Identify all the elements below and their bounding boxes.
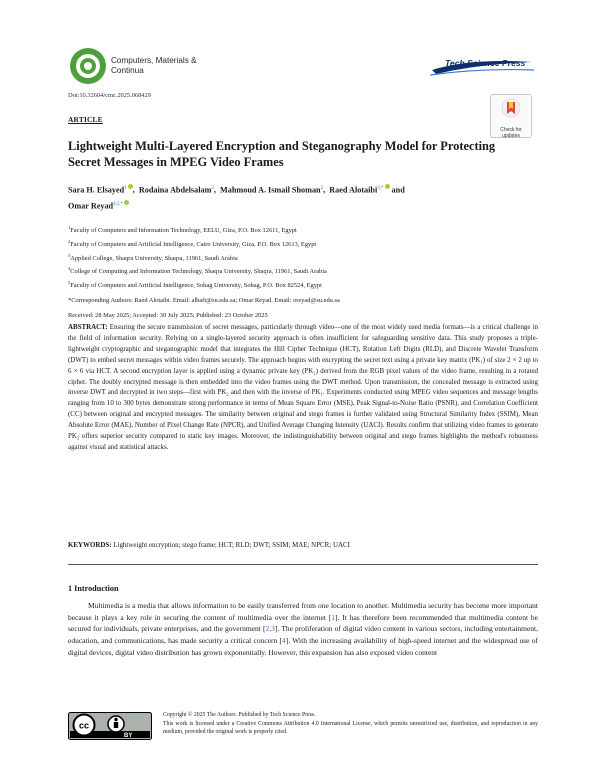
keywords-text: Lightweight encryption; stego frame; HCT; RLD; DWT; SSIM; MAE; NPCR; UACI: [113, 541, 350, 549]
publisher-name: Tech Science Press: [445, 58, 526, 68]
citation-link[interactable]: 4: [282, 636, 286, 646]
corresponding-authors: *Corresponding Authors: Raed Alotaibi. Email: alhafi@su.edu.sa; Omar Reyad. Email: oreyad@su.edu.sa: [68, 297, 340, 305]
section-heading: 1 Introduction: [68, 584, 119, 593]
introduction-body: [68, 600, 538, 659]
affiliation-item: $^5$Faculty of Computers and Artificial Intelligence, Sohag University, Sohag, P.O. Box 82524, Egypt: [68, 280, 322, 290]
copyright-line: Copyright © 2025 The Authors. Published by Tech Science Press.: [163, 712, 316, 718]
orcid-icon[interactable]: [385, 184, 390, 189]
article-type-label: ARTICLE: [68, 115, 103, 124]
orcid-icon[interactable]: [128, 184, 133, 189]
check-updates-line2: updates: [502, 132, 520, 139]
affiliation-item: $^3$Applied College, Shaqra University, Shaqra, 11961, Saudi Arabia: [68, 252, 238, 262]
cc-by-license-icon[interactable]: [68, 712, 152, 740]
bookmark-icon: [500, 98, 522, 122]
orcid-icon[interactable]: [124, 200, 129, 205]
author-name[interactable]: Sara H. Elsayed: [68, 185, 125, 195]
title-line2: Secret Messages in MPEG Video Frames: [68, 155, 284, 169]
author-name[interactable]: Omar Reyad: [68, 201, 114, 211]
author-list: Sara H. Elsayed$^1$ , Rodaina Abdelsalam$^2$, Mahmoud A. Ismail Shoman$^2$, Raed Alotaibi$^{3,*}$ and Omar Reyad$^{4,5,*}$: [68, 185, 405, 211]
section-divider: [68, 564, 538, 565]
journal-name-line1: Computers, Materials &: [111, 56, 197, 65]
citation-link[interactable]: 2,3: [265, 624, 275, 634]
journal-name: [111, 56, 197, 76]
journal-name-line2: Continua: [111, 66, 144, 75]
copyright-notice: [163, 711, 538, 737]
affiliation-item: $^2$Faculty of Computers and Artificial Intelligence, Cairo University, Giza, P.O. Box 12613, Egypt: [68, 238, 317, 248]
journal-logo-icon: [68, 46, 108, 86]
license-text: This work is licensed under a Creative Commons Attribution 4.0 International License, which permits unrestricted use, distribution, and reproduction in any medium, provided the original work is properly cited.: [163, 720, 538, 736]
author-name[interactable]: Raed Alotaibi: [329, 185, 378, 195]
title-line1: Lightweight Multi-Layered Encryption and Steganography Model for Protecting: [68, 139, 496, 153]
check-updates-line1: Check for: [500, 127, 522, 133]
affiliation-marker[interactable]: 3,*: [377, 186, 384, 191]
author-name[interactable]: Mahmoud A. Ismail Shoman: [220, 185, 321, 195]
by-label: BY: [124, 733, 133, 739]
authors-and: and: [391, 185, 405, 195]
abstract: [68, 322, 538, 453]
author-name[interactable]: Rodaina Abdelsalam: [138, 185, 212, 195]
paper-title: [68, 138, 508, 170]
cc-label: cc: [78, 720, 90, 731]
keywords: [68, 541, 538, 549]
publication-dates: Received: 28 May 2025; Accepted: 30 July 2025; Published: 23 October 2025: [68, 311, 268, 319]
affiliations: [68, 223, 538, 322]
affiliation-marker[interactable]: 2: [320, 186, 324, 191]
affiliation-marker[interactable]: 2: [211, 186, 214, 191]
affiliation-item: $^1$Faculty of Computers and Information Technology, EELU, Giza, P.O. Box 12611, Egypt: [68, 225, 297, 235]
keywords-label: KEYWORDS:: [68, 541, 112, 549]
affiliation-marker[interactable]: 4,5,*: [113, 202, 124, 208]
affiliation-marker[interactable]: 1: [124, 186, 127, 191]
abstract-label: ABSTRACT:: [68, 323, 108, 331]
doi-link[interactable]: Doi:10.32604/cmc.2025.068429: [68, 92, 151, 99]
citation-link[interactable]: 1: [331, 612, 336, 622]
check-for-updates-badge[interactable]: [490, 94, 532, 138]
paragraph: Multimedia is a media that allows information to be easily transferred from one location to another. Multimedia security has become more important because it plays a key role in securing the content of multimedia over the internet [1]. It has therefore been recommended that multimedia content be secured for individuals, private enterprises, and the government [2,3]. The proliferation of digital video content in various sectors, including entertainment, education, and communications, has made security a critical concern [4]. With the increasing availability of high-speed internet and the widespread use of digital devices, digital video distribution has grown exponentially. However, this expansion has also exposed video content: [68, 601, 538, 657]
abstract-text: Ensuring the secure transmission of secret messages, particularly through video—one of the most widely used media formats—is a critical challenge in the field of information security. Relying on a single-layered security approach is often insufficient for safeguarding sensitive data. This study proposes a triple-lightweight cryptographic and steganographic model that integrates the Hill Cipher Technique (HCT), Rotation Left Digits (RLD), and Discrete Wavelet Transform (DWT) to embed secret messages within video frames securely. The approach begins with encrypting the secret text using a private key matrix (PK₁) of size 2 × 2 up to 6 × 6 via HCT. A second encryption layer is applied using a dynamic private key (PK₂) derived from the RGB pixel values of the video frame, resulting in a rotated cipher. The doubly encrypted message is then embedded into the video frames using the DWT method. Upon transmission, the concealed message is extracted using inverse DWT and decrypted in two steps—first with PK₂ and then with the inverse of PK₁. Experiments conducted using MPEG video sequences and message lengths ranging from 10 to 300 bytes demonstrate strong performance in terms of Mean Square Error (MSE), Peak Signal-to-Noise Ratio (PSNR), and Correlation Coefficient (CC) between original and encrypted messages. The similarity between original and stego frames is further validated using Structural Similarity Index (SSIM), Mean Absolute Error (MAE), Number of Pixel Change Rate (NPCR), and Unified Average Changing Intensity (UACI). Results confirm that utilizing video frames to generate PK₂ offers superior security compared to static key images. Moreover, the indistinguishability between original and stego frames highlights the method's robustness against visual and statistical attacks.: [68, 323, 538, 451]
affiliation-item: $^4$College of Computing and Information Technology, Shaqra University, Shaqra, 11961, Saudi Arabia: [68, 266, 327, 276]
